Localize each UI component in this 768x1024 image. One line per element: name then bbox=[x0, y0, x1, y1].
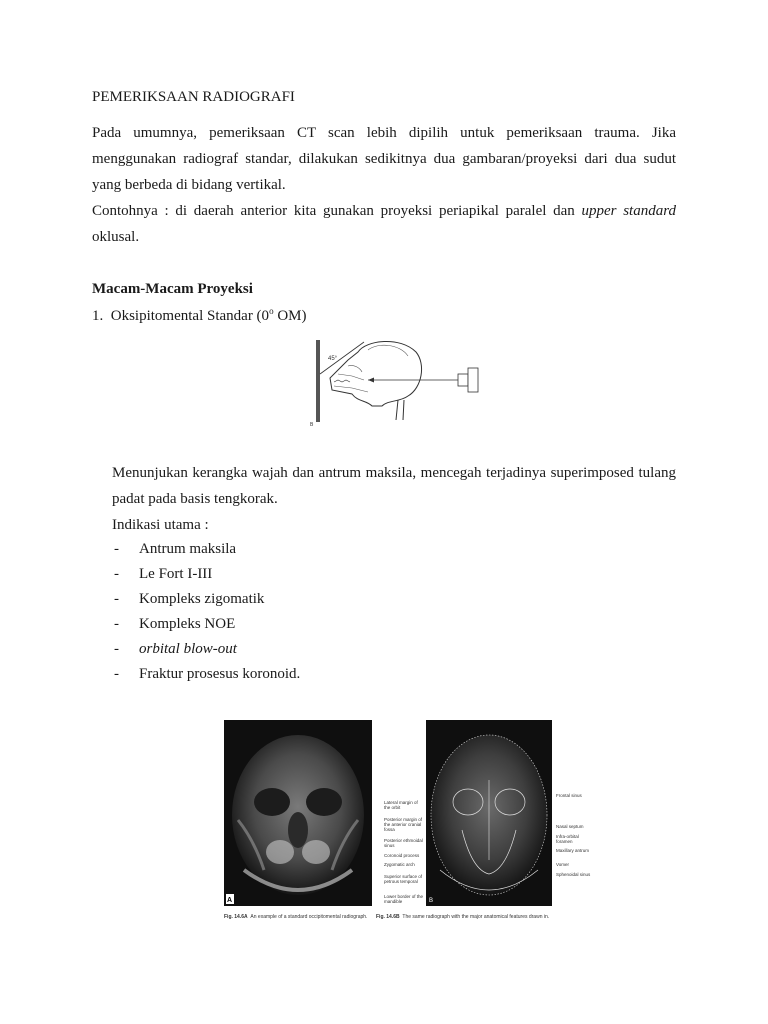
example-italic: upper standard bbox=[581, 203, 677, 219]
indication-item: - Kompleks NOE bbox=[114, 616, 236, 632]
indication-item: - Kompleks zigomatik bbox=[114, 591, 265, 607]
intro-paragraph: Pada umumnya, pemeriksaan CT scan lebih dipilih untuk pemeriksaan trauma. Jika menggunakan radiograf standar, dilakukan sedikitnya dua gambaran/proyeksi dari dua sudut yang berbeda di bidang vertikal. bbox=[92, 125, 676, 193]
projection-name-post: OM) bbox=[273, 308, 307, 324]
indication-item: - Le Fort I-III bbox=[114, 566, 213, 582]
xray-label: Superior surface of petrous temporal bbox=[384, 874, 423, 884]
xray-label: Zygomatic arch bbox=[384, 862, 415, 867]
xray-caption-a: Fig. 14.6A An example of a standard occipitomental radiograph. bbox=[224, 914, 368, 920]
section-title: Macam-Macam Proyeksi bbox=[92, 281, 253, 297]
xray-letter-a: A bbox=[227, 897, 233, 904]
example-tail: oklusal. bbox=[92, 229, 140, 245]
projection-number: 1. bbox=[92, 308, 104, 324]
xray-label: Posterior ethmoidal sinus bbox=[384, 838, 423, 848]
indication-item: - orbital blow-out bbox=[114, 641, 237, 657]
xray-label: Posterior margin of the anterior cranial fossa bbox=[384, 817, 423, 832]
degree-sup: o bbox=[269, 306, 274, 316]
indication-item: - Antrum maksila bbox=[114, 541, 237, 557]
occipitomental-diagram bbox=[308, 330, 488, 430]
xray-label: Vomer bbox=[556, 862, 570, 867]
xray-radiograph-a bbox=[224, 720, 372, 906]
indications-list bbox=[114, 537, 300, 687]
xray-label: Coronoid process bbox=[384, 853, 420, 858]
indication-item: - Fraktur prosesus koronoid. bbox=[114, 666, 301, 682]
xray-label: Infra-orbital foramen bbox=[556, 834, 579, 844]
xray-radiograph-b bbox=[426, 720, 552, 906]
xray-label: Frontal sinus bbox=[556, 793, 582, 798]
xray-label: Sphenoidal sinus bbox=[556, 872, 591, 877]
xray-label: Lower border of the mandible bbox=[384, 894, 424, 904]
diagram-letter: B bbox=[310, 422, 314, 428]
description-paragraph: Menunjukan kerangka wajah dan antrum maksila, mencegah terjadinya superimposed tulang padat pada basis tengkorak. bbox=[112, 465, 676, 507]
xray-tube bbox=[458, 374, 468, 386]
xray-label: Lateral margin of the orbit bbox=[384, 800, 418, 810]
projection-item bbox=[92, 298, 306, 329]
angle-label: 45° bbox=[328, 356, 338, 362]
film-plate bbox=[316, 340, 320, 422]
xray-letter-b: B bbox=[429, 898, 434, 904]
xray-label: Maxillary antrum bbox=[556, 848, 590, 853]
xray-label: Nasal septum bbox=[556, 824, 584, 829]
projection-name: Oksipitomental Standar (0 bbox=[110, 308, 270, 324]
xray-caption-b: Fig. 14.6B The same radiograph with the major anatomical features drawn in. bbox=[376, 914, 550, 920]
indications-label: Indikasi utama : bbox=[112, 517, 209, 533]
page-heading: PEMERIKSAAN RADIOGRAFI bbox=[92, 89, 295, 105]
example-lead: Contohnya : di daerah anterior kita gunakan proyeksi periapikal paralel dan bbox=[92, 203, 582, 219]
example-paragraph bbox=[92, 198, 676, 250]
